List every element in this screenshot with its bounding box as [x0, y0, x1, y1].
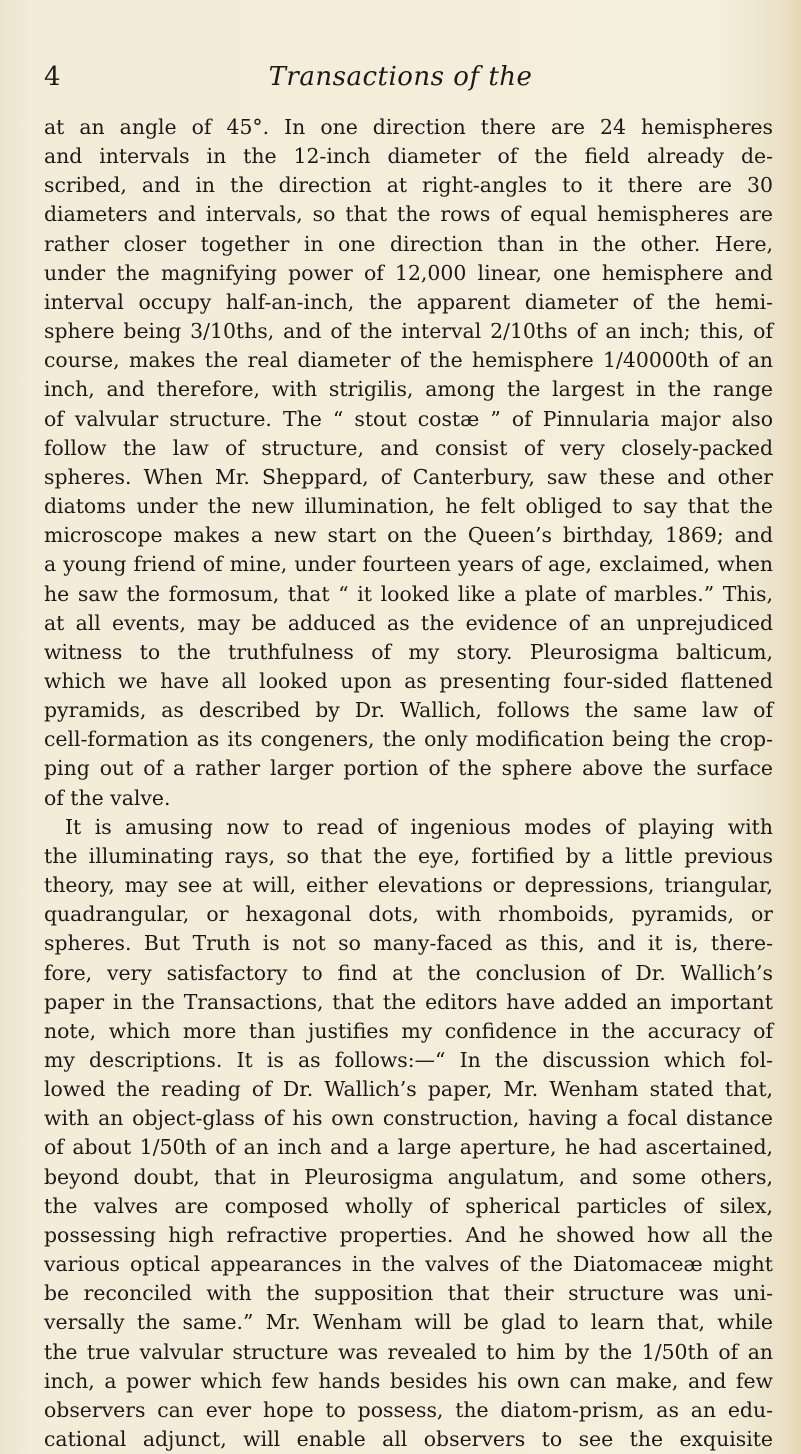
- text-line: possessing high refractive properties. And he showed how all the: [44, 1222, 773, 1247]
- text-line: It is amusing now to read of ingenious modes of playing with: [65, 814, 773, 839]
- text-line: fore, very satisfactory to find at the conclusion of Dr. Wallich’s: [44, 960, 773, 985]
- text-line: scribed, and in the direction at right-angles to it there are 30: [44, 173, 773, 198]
- text-line: at an angle of 45°. In one direction there are 24 hemispheres: [44, 115, 773, 139]
- text-line: witness to the truthfulness of my story. Pleurosigma balticum,: [44, 639, 773, 664]
- text-line: rather closer together in one direction than in the other. Here,: [44, 231, 773, 256]
- text-line: of valvular structure. The “ stout costæ ” of Pinnularia major also: [44, 406, 773, 431]
- text-line: at all events, may be adduced as the evidence of an unprejudiced: [44, 610, 773, 635]
- text-line: various optical appearances in the valves of the Diatomaceæ might: [44, 1252, 773, 1277]
- text-line: inch, and therefore, with strigilis, among the largest in the range: [44, 377, 773, 402]
- page-number: 4: [44, 62, 61, 92]
- text-line: ping out of a rather larger portion of the sphere above the surface: [44, 756, 773, 781]
- text-line: of about 1/50th of an inch and a large aperture, he had ascertained,: [44, 1135, 773, 1160]
- text-line: cell-formation as its congeners, the only modification being the crop-: [44, 727, 773, 752]
- text-line: observers can ever hope to possess, the diatom-prism, as an edu-: [44, 1397, 773, 1422]
- text-line: the illuminating rays, so that the eye, fortified by a little previous: [44, 843, 773, 868]
- text-line: which we have all looked upon as presenting four-sided flattened: [44, 668, 773, 693]
- page-header: [0, 62, 801, 102]
- body-text: [44, 113, 773, 1454]
- text-line: theory, may see at will, either elevations or depressions, triangular,: [44, 873, 773, 898]
- text-line: pyramids, as described by Dr. Wallich, follows the same law of: [44, 698, 773, 723]
- text-line: interval occupy half-an-inch, the apparent diameter of the hemi-: [44, 289, 773, 314]
- text-line: spheres. When Mr. Sheppard, of Canterbury, saw these and other: [44, 464, 773, 489]
- text-line: under the magnifying power of 12,000 linear, one hemisphere and: [44, 260, 773, 285]
- text-line: the valves are composed wholly of spherical particles of silex,: [44, 1193, 773, 1218]
- text-line: quadrangular, or hexagonal dots, with rhomboids, pyramids, or: [44, 902, 773, 927]
- paragraph: [44, 113, 773, 813]
- text-line: spheres. But Truth is not so many-faced as this, and it is, there-: [44, 931, 773, 956]
- text-line: of the valve.: [44, 785, 171, 810]
- text-line: paper in the Transactions, that the editors have added an important: [44, 989, 773, 1014]
- text-line: the true valvular structure was revealed to him by the 1/50th of an: [44, 1339, 773, 1364]
- text-line: with an object-glass of his own construction, having a focal distance: [44, 1106, 773, 1131]
- running-title: Transactions of the: [268, 62, 533, 92]
- text-line: sphere being 3/10ths, and of the interval 2/10ths of an inch; this, of: [44, 319, 773, 344]
- text-line: follow the law of structure, and consist of very closely-packed: [44, 435, 773, 460]
- text-line: be reconciled with the supposition that their structure was uni-: [44, 1281, 773, 1306]
- text-line: course, makes the real diameter of the hemisphere 1/40000th of an: [44, 348, 773, 373]
- text-line: lowed the reading of Dr. Wallich’s paper, Mr. Wenham stated that,: [44, 1077, 773, 1102]
- text-line: diatoms under the new illumination, he felt obliged to say that the: [44, 494, 773, 519]
- text-line: and intervals in the 12-inch diameter of the field already de-: [44, 144, 773, 169]
- text-line: versally the same.” Mr. Wenham will be glad to learn that, while: [44, 1310, 773, 1335]
- text-line: diameters and intervals, so that the rows of equal hemispheres are: [44, 202, 773, 227]
- text-line: inch, a power which few hands besides his own can make, and few: [44, 1368, 773, 1393]
- text-line: my descriptions. It is as follows:—“ In the discussion which fol-: [44, 1048, 773, 1072]
- text-line: beyond doubt, that in Pleurosigma angulatum, and some others,: [44, 1164, 773, 1189]
- text-line: a young friend of mine, under fourteen years of age, exclaimed, when: [44, 552, 773, 577]
- text-line: he saw the formosum, that “ it looked like a plate of marbles.” This,: [44, 581, 773, 606]
- paragraph: [44, 813, 773, 1454]
- text-line: microscope makes a new start on the Queen’s birthday, 1869; and: [44, 523, 773, 548]
- text-line: cational adjunct, will enable all observers to see the exquisite: [44, 1427, 773, 1452]
- text-line: note, which more than justifies my confidence in the accuracy of: [44, 1018, 773, 1043]
